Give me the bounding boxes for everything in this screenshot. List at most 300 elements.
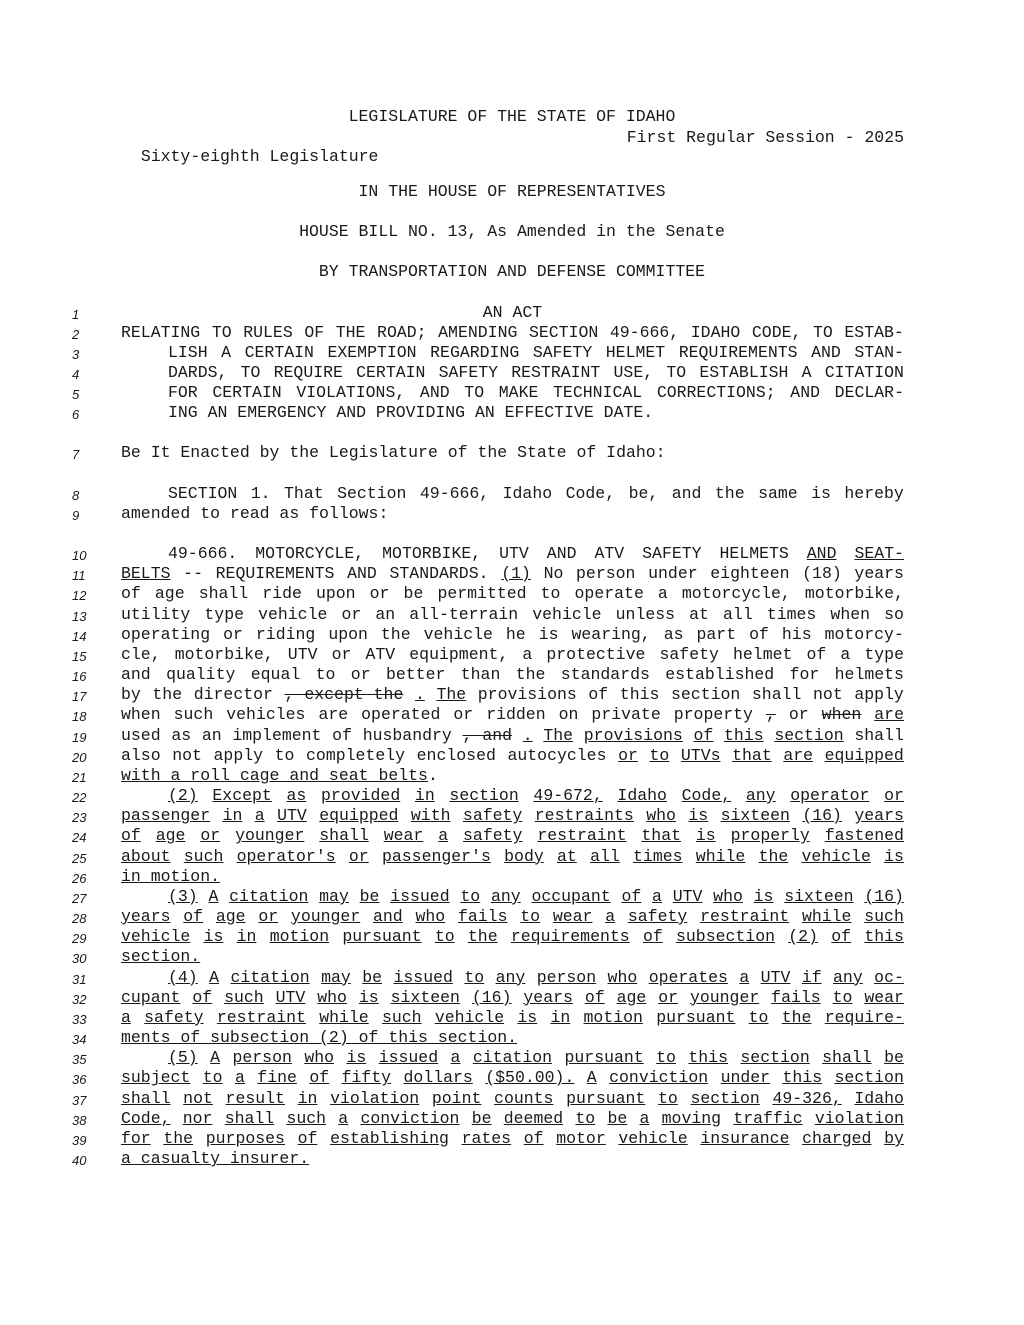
text-run: operate bbox=[574, 584, 644, 604]
text-run: , and bbox=[462, 725, 513, 745]
text-run: A bbox=[586, 1068, 597, 1088]
text-run: hereby bbox=[844, 484, 904, 503]
text-run: operator bbox=[790, 786, 870, 806]
text-run: -- bbox=[183, 564, 203, 584]
text-run: of bbox=[693, 725, 714, 745]
text-run: person bbox=[232, 1048, 292, 1068]
text-run: operator's bbox=[236, 846, 336, 866]
text-run: and bbox=[671, 484, 702, 503]
bill-line bbox=[0, 786, 1024, 806]
text-run: ATV bbox=[365, 644, 396, 664]
text-run: traffic bbox=[733, 1108, 803, 1128]
line-number: 35 bbox=[72, 1052, 87, 1068]
text-run: any bbox=[495, 967, 526, 987]
line-text bbox=[121, 584, 904, 604]
text-run: . bbox=[522, 725, 533, 745]
bill-line bbox=[0, 504, 1024, 524]
bill-line bbox=[0, 1149, 1024, 1169]
text-run: or bbox=[331, 644, 352, 664]
text-run: AND bbox=[347, 564, 377, 584]
text-run: operates bbox=[648, 967, 728, 987]
text-run: or bbox=[618, 745, 638, 765]
text-run: upon bbox=[328, 624, 368, 644]
line-text bbox=[121, 927, 904, 947]
text-run: safety bbox=[144, 1007, 204, 1027]
text-run: The bbox=[543, 725, 574, 745]
line-text bbox=[168, 343, 904, 363]
text-run: motion bbox=[583, 1007, 643, 1027]
line-number: 28 bbox=[72, 911, 87, 927]
text-run: safety bbox=[463, 826, 523, 846]
text-run: when bbox=[821, 705, 862, 725]
line-number: 16 bbox=[72, 669, 87, 685]
text-run: AN ACT bbox=[482, 303, 543, 322]
legislature-number: Sixty-eighth Legislature bbox=[140, 147, 379, 166]
text-run: cle, bbox=[121, 644, 161, 664]
text-run: (5) bbox=[168, 1048, 198, 1068]
text-run: of bbox=[121, 584, 141, 604]
text-run: to bbox=[202, 1068, 223, 1088]
text-run: any bbox=[833, 967, 863, 987]
text-run: is bbox=[695, 826, 716, 846]
text-run: AND bbox=[419, 383, 450, 402]
text-run: under bbox=[648, 564, 698, 584]
text-run: a bbox=[522, 644, 533, 664]
text-run: are bbox=[318, 705, 349, 725]
text-run: Code, bbox=[681, 786, 732, 806]
text-run: in bbox=[222, 806, 243, 826]
line-number: 24 bbox=[72, 830, 87, 846]
session-line bbox=[121, 128, 904, 185]
text-run: established bbox=[665, 665, 775, 685]
text-run: upon bbox=[315, 584, 356, 604]
line-text bbox=[168, 544, 904, 564]
text-run: is bbox=[358, 987, 379, 1007]
text-run: of bbox=[192, 987, 213, 1007]
line-number: 14 bbox=[72, 628, 87, 644]
text-run: is bbox=[538, 624, 559, 644]
text-run: such bbox=[224, 987, 264, 1007]
text-run: AND bbox=[811, 343, 841, 362]
text-run: Idaho bbox=[617, 786, 667, 806]
line-text bbox=[121, 1129, 904, 1149]
text-run: of bbox=[588, 685, 609, 705]
text-run: HELMET bbox=[605, 343, 666, 362]
text-run: be bbox=[884, 1048, 904, 1068]
text-run: the bbox=[163, 1128, 194, 1148]
text-run: issued bbox=[378, 1048, 439, 1068]
text-run: who bbox=[607, 967, 638, 987]
text-run: age bbox=[154, 584, 185, 604]
text-run: nor bbox=[182, 1108, 213, 1128]
text-run: the bbox=[152, 685, 183, 705]
text-run: to bbox=[464, 967, 485, 987]
bill-line bbox=[0, 625, 1024, 645]
line-number: 5 bbox=[72, 387, 80, 402]
text-run: about bbox=[121, 846, 171, 866]
text-run: such bbox=[173, 705, 214, 725]
text-run: MOTORBIKE, bbox=[382, 544, 482, 563]
text-run: TO bbox=[464, 383, 485, 402]
text-run: in motion. bbox=[121, 866, 221, 886]
text-run: in bbox=[297, 1088, 318, 1108]
text-run: sixteen bbox=[720, 806, 790, 826]
line-text bbox=[121, 504, 904, 524]
line-text bbox=[121, 766, 904, 786]
text-run: provisions bbox=[477, 685, 577, 705]
text-run: (1) bbox=[501, 564, 531, 584]
text-run: (16) bbox=[471, 987, 512, 1007]
text-run: the bbox=[515, 665, 546, 685]
text-run: or bbox=[884, 786, 904, 806]
bill-line bbox=[0, 665, 1024, 685]
text-run: such bbox=[864, 907, 904, 927]
line-number: 40 bbox=[72, 1153, 87, 1169]
text-run: Idaho bbox=[502, 484, 553, 503]
text-run: of bbox=[831, 927, 852, 947]
text-run: or bbox=[658, 987, 679, 1007]
text-run: dollars bbox=[403, 1068, 473, 1088]
line-number: 31 bbox=[72, 971, 87, 987]
text-run: he bbox=[505, 624, 526, 644]
text-run: shall bbox=[121, 1088, 171, 1108]
text-run: is bbox=[811, 484, 831, 503]
text-run: in bbox=[236, 927, 257, 947]
text-run: the bbox=[781, 1007, 812, 1027]
text-run: safety bbox=[659, 644, 719, 664]
text-run: director bbox=[193, 685, 273, 705]
text-run: if bbox=[801, 967, 822, 987]
line-text bbox=[168, 887, 904, 907]
legislature-heading: LEGISLATURE OF THE STATE OF IDAHO bbox=[348, 107, 676, 126]
text-run: operating bbox=[121, 624, 211, 644]
bill-line bbox=[0, 705, 1024, 725]
text-run: section bbox=[774, 725, 844, 745]
text-run: private bbox=[591, 705, 661, 725]
text-run: age bbox=[616, 987, 647, 1007]
line-text bbox=[121, 605, 904, 625]
bill-line bbox=[0, 927, 1024, 947]
text-run: than bbox=[460, 665, 501, 685]
line-text bbox=[121, 1068, 904, 1088]
line-text bbox=[121, 443, 904, 463]
text-run: LISH bbox=[168, 343, 208, 362]
text-run: STANDARDS. bbox=[389, 564, 489, 584]
text-run: CITATION bbox=[824, 363, 904, 382]
text-run: or bbox=[341, 604, 362, 624]
text-run: and bbox=[373, 907, 403, 927]
text-run: is bbox=[517, 1007, 538, 1027]
bill-title: HOUSE BILL NO. 13, As Amended in the Senate bbox=[299, 222, 725, 241]
text-run: provisions bbox=[583, 725, 683, 745]
text-run: citation bbox=[230, 967, 310, 987]
bill-line bbox=[0, 1028, 1024, 1048]
text-run: (16) bbox=[864, 886, 904, 906]
line-number: 18 bbox=[72, 709, 87, 725]
text-run: SAFETY bbox=[532, 343, 593, 362]
line-number: 23 bbox=[72, 810, 87, 826]
text-run: years bbox=[121, 907, 171, 927]
text-run: purposes bbox=[205, 1128, 285, 1148]
text-run: shall bbox=[224, 1108, 275, 1128]
text-run: CORRECTIONS; bbox=[656, 383, 776, 402]
text-run: equipped bbox=[319, 806, 399, 826]
text-run: OF bbox=[304, 323, 325, 342]
text-run: all bbox=[723, 604, 753, 624]
text-run: while bbox=[801, 907, 852, 927]
text-run: amended to read as follows: bbox=[121, 504, 389, 523]
text-run: age bbox=[155, 826, 186, 846]
text-run: THE bbox=[335, 323, 366, 342]
text-run: be bbox=[471, 1108, 492, 1128]
text-run: 49-672, bbox=[533, 786, 603, 806]
text-run: or bbox=[350, 665, 371, 685]
text-run: this bbox=[782, 1068, 823, 1088]
text-run: wear bbox=[864, 987, 904, 1007]
text-run: (18) bbox=[802, 564, 842, 584]
text-run: AND bbox=[806, 544, 837, 563]
text-run: to bbox=[656, 1048, 676, 1068]
text-run: motorcy- bbox=[824, 624, 904, 644]
line-text bbox=[121, 806, 904, 826]
text-run: ROAD; bbox=[377, 323, 427, 342]
text-run: a bbox=[739, 967, 750, 987]
text-run: MOTORCYCLE, bbox=[255, 544, 365, 563]
text-run: or bbox=[348, 846, 369, 866]
text-run: Section bbox=[337, 484, 407, 503]
text-run: is bbox=[753, 886, 774, 906]
text-run: pursuant bbox=[566, 1088, 646, 1108]
text-run: passenger's bbox=[381, 846, 491, 866]
line-text bbox=[121, 988, 904, 1008]
text-run: to bbox=[520, 907, 541, 927]
text-run: who bbox=[317, 987, 347, 1007]
text-run: for bbox=[121, 1128, 151, 1148]
text-run: safety bbox=[462, 806, 523, 826]
chamber-heading: IN THE HOUSE OF REPRESENTATIVES bbox=[358, 182, 666, 201]
text-run: shall bbox=[751, 685, 802, 705]
text-run: a bbox=[121, 1007, 131, 1027]
text-run: sixteen bbox=[390, 987, 460, 1007]
bill-line bbox=[0, 584, 1024, 604]
bill-line bbox=[0, 947, 1024, 967]
line-text bbox=[121, 1008, 904, 1028]
line-text bbox=[121, 625, 904, 645]
text-run: of bbox=[621, 886, 642, 906]
text-run: a bbox=[254, 806, 265, 826]
text-run: not bbox=[813, 685, 843, 705]
line-number: 7 bbox=[72, 447, 80, 462]
text-run: vehicle bbox=[618, 1128, 688, 1148]
text-run: by bbox=[884, 1128, 904, 1148]
text-run: helmets bbox=[834, 665, 904, 685]
line-text bbox=[121, 867, 904, 887]
text-run: is bbox=[688, 806, 709, 826]
text-run: UTV bbox=[672, 886, 703, 906]
text-run: SAFETY bbox=[438, 363, 499, 382]
text-run: may bbox=[321, 967, 351, 987]
line-number: 32 bbox=[72, 991, 87, 1007]
text-run: DARDS, bbox=[168, 363, 228, 382]
line-number: 39 bbox=[72, 1132, 87, 1148]
text-run: equipment, bbox=[409, 644, 509, 664]
text-run: (16) bbox=[802, 806, 842, 826]
text-run: a bbox=[234, 1068, 245, 1088]
text-run: to bbox=[460, 886, 481, 906]
text-run: be bbox=[359, 886, 380, 906]
line-number: 9 bbox=[72, 508, 80, 523]
text-run: standards bbox=[560, 665, 650, 685]
text-run: the bbox=[467, 927, 498, 947]
text-run: or bbox=[453, 705, 474, 725]
text-run: conviction bbox=[609, 1068, 709, 1088]
text-run: of bbox=[332, 725, 352, 745]
text-run: of bbox=[309, 1068, 330, 1088]
text-run: and bbox=[121, 665, 151, 685]
text-run: (2) bbox=[168, 786, 198, 806]
text-run: years bbox=[854, 806, 904, 826]
line-text bbox=[168, 968, 904, 988]
text-run: operated bbox=[361, 705, 441, 725]
text-run: part bbox=[696, 624, 737, 644]
text-run: may bbox=[319, 886, 349, 906]
text-run: age bbox=[215, 907, 246, 927]
text-run: fifty bbox=[341, 1068, 392, 1088]
text-run: A bbox=[801, 363, 812, 382]
text-run: of bbox=[806, 644, 827, 664]
text-run: issued bbox=[390, 886, 450, 906]
text-run: TO bbox=[211, 323, 232, 342]
bill-line bbox=[0, 726, 1024, 746]
text-run: A bbox=[221, 343, 232, 362]
text-run: protective bbox=[546, 644, 646, 664]
text-run: who bbox=[646, 806, 676, 826]
text-run: citation bbox=[472, 1048, 553, 1068]
text-run: who bbox=[304, 1048, 335, 1068]
text-run: charged bbox=[802, 1128, 872, 1148]
text-run: restraint bbox=[700, 907, 790, 927]
text-run: his bbox=[781, 624, 812, 644]
text-run: (3) bbox=[168, 886, 198, 906]
line-number: 22 bbox=[72, 790, 87, 806]
text-run: REQUIRE bbox=[273, 363, 343, 382]
text-run: permitted bbox=[437, 584, 527, 604]
text-run: a bbox=[840, 644, 851, 664]
text-run: section bbox=[671, 685, 741, 705]
text-run: to bbox=[434, 927, 455, 947]
text-run: A bbox=[208, 886, 219, 906]
text-run: riding bbox=[255, 624, 316, 644]
text-run: shall bbox=[319, 826, 369, 846]
bill-line bbox=[0, 988, 1024, 1008]
text-run: 49-666, bbox=[419, 484, 490, 503]
session-name: First Regular Session - 2025 bbox=[626, 128, 904, 147]
text-run: shall bbox=[854, 725, 904, 745]
text-run: Be It Enacted by the Legislature of the State of Idaho: bbox=[121, 443, 666, 462]
text-run: or bbox=[788, 705, 809, 725]
text-run: in bbox=[414, 786, 435, 806]
text-run: at bbox=[557, 846, 577, 866]
bill-line bbox=[0, 605, 1024, 625]
text-run: motor bbox=[556, 1128, 606, 1148]
text-run: same bbox=[758, 484, 798, 503]
text-run: vehicle bbox=[423, 624, 493, 644]
text-run: pursuant bbox=[564, 1048, 644, 1068]
text-run: Idaho bbox=[854, 1088, 904, 1108]
text-run: better bbox=[385, 665, 446, 685]
text-run: younger bbox=[290, 907, 361, 927]
text-run: properly bbox=[730, 826, 810, 846]
line-text bbox=[121, 645, 904, 665]
line-text bbox=[121, 826, 904, 846]
text-run: equal bbox=[250, 665, 301, 685]
text-run: requirements bbox=[510, 927, 630, 947]
text-run: UTV bbox=[760, 967, 791, 987]
text-run: to bbox=[658, 1088, 678, 1108]
text-run: as bbox=[663, 624, 684, 644]
bill-line bbox=[0, 1068, 1024, 1088]
text-run: 1. bbox=[250, 484, 271, 503]
text-run: occupant bbox=[531, 886, 611, 906]
bill-line bbox=[0, 968, 1024, 988]
text-run: UTV bbox=[287, 644, 318, 664]
line-number: 30 bbox=[72, 951, 87, 967]
text-run: deemed bbox=[503, 1108, 564, 1128]
text-run: shall bbox=[198, 584, 249, 604]
bill-line bbox=[0, 907, 1024, 927]
line-text bbox=[121, 665, 904, 685]
line-number: 38 bbox=[72, 1112, 87, 1128]
text-run: No bbox=[543, 564, 564, 584]
text-run: AMENDING bbox=[438, 323, 518, 342]
text-run: property bbox=[673, 705, 753, 725]
text-run: all-terrain bbox=[409, 604, 519, 624]
text-run: any bbox=[745, 786, 776, 806]
bill-line bbox=[0, 343, 1024, 363]
line-number: 20 bbox=[72, 749, 87, 765]
text-run: type bbox=[864, 644, 904, 664]
text-run: is bbox=[203, 927, 224, 947]
text-run: person bbox=[576, 564, 636, 584]
text-run: AND bbox=[546, 544, 577, 563]
text-run: to bbox=[540, 584, 561, 604]
line-number: 10 bbox=[72, 548, 87, 563]
text-run: ATV bbox=[594, 544, 625, 563]
text-run: insurance bbox=[700, 1128, 790, 1148]
line-text bbox=[168, 1048, 904, 1068]
line-number: 26 bbox=[72, 870, 87, 886]
text-run: years bbox=[523, 987, 573, 1007]
text-run: such bbox=[183, 846, 224, 866]
text-run: ride bbox=[262, 584, 302, 604]
text-run: restraint bbox=[216, 1007, 306, 1027]
text-run: safety bbox=[627, 907, 688, 927]
text-run: with bbox=[410, 806, 451, 826]
text-run: CODE, bbox=[751, 323, 802, 342]
line-text bbox=[121, 1149, 904, 1169]
text-run: implement bbox=[232, 725, 322, 745]
text-run: when bbox=[830, 604, 871, 624]
text-run: REQUIREMENTS bbox=[678, 343, 798, 362]
text-run: years bbox=[854, 564, 904, 584]
text-run: used bbox=[121, 725, 161, 745]
line-number: 17 bbox=[72, 689, 87, 705]
text-run: Code, bbox=[565, 484, 616, 503]
text-run: this bbox=[619, 685, 660, 705]
text-run: motorcycle, bbox=[681, 584, 791, 604]
text-run: result bbox=[225, 1088, 285, 1108]
text-run: fastened bbox=[824, 826, 904, 846]
